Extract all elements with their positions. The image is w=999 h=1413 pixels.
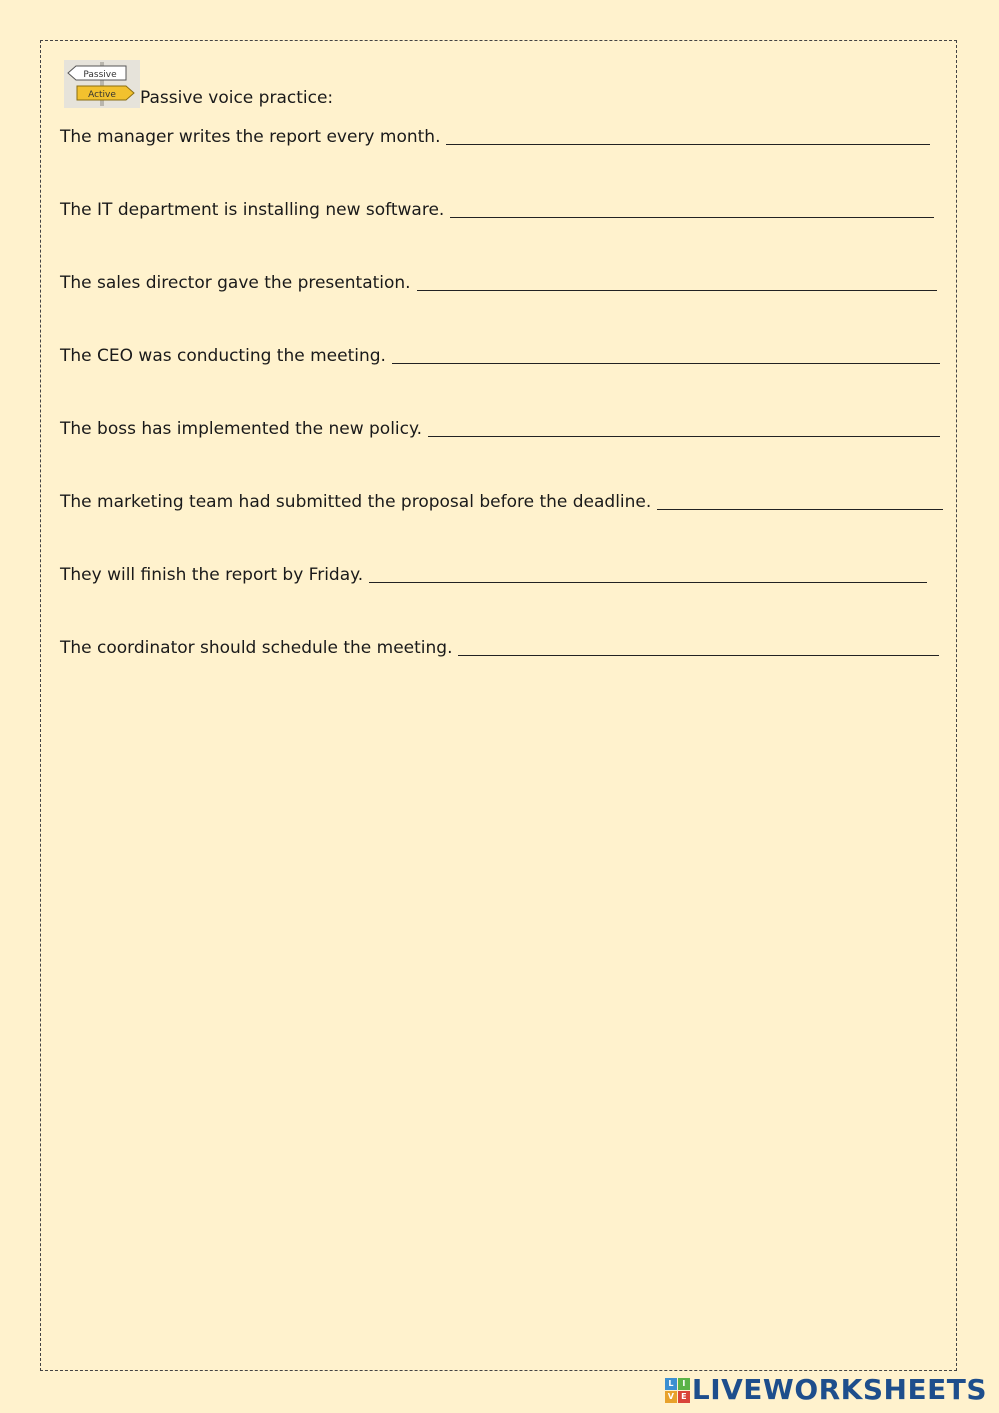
logo-tile: E [678, 1391, 690, 1403]
exercise-sentence: The manager writes the report every month. [60, 127, 441, 147]
exercise-item-8 [60, 637, 940, 710]
exercise-item-1 [60, 126, 940, 199]
logo-tile: V [665, 1391, 677, 1403]
answer-field[interactable] [417, 272, 937, 291]
worksheet-header [64, 60, 333, 108]
passive-active-signpost-icon [64, 60, 140, 108]
exercise-item-4 [60, 345, 940, 418]
exercise-sentence: The boss has implemented the new policy. [60, 419, 423, 439]
answer-field[interactable] [450, 199, 934, 218]
exercise-sentence: The sales director gave the presentation. [60, 273, 411, 293]
exercise-item-5 [60, 418, 940, 491]
logo-tiles-icon [665, 1378, 690, 1403]
exercise-item-2 [60, 199, 940, 272]
exercise-sentence: The CEO was conducting the meeting. [60, 346, 386, 366]
sign-passive-label: Passive [83, 70, 117, 80]
exercise-sentence: The coordinator should schedule the meeting. [60, 638, 453, 658]
logo-brand-text: LIVEWORKSHEETS [691, 1373, 987, 1406]
exercise-sentence: The IT department is installing new software. [60, 200, 445, 220]
exercise-sentence: They will finish the report by Friday. [60, 565, 364, 585]
answer-field[interactable] [458, 637, 939, 656]
answer-field[interactable] [369, 564, 927, 583]
exercise-item-6 [60, 491, 940, 564]
answer-field[interactable] [446, 126, 930, 145]
exercise-item-7 [60, 564, 940, 637]
answer-field[interactable] [392, 345, 940, 364]
exercise-list [60, 126, 940, 710]
exercise-item-3 [60, 272, 940, 345]
logo-tile: I [678, 1378, 690, 1390]
answer-field[interactable] [657, 491, 943, 510]
answer-field[interactable] [428, 418, 940, 437]
exercise-sentence: The marketing team had submitted the proposal before the deadline. [60, 492, 652, 512]
liveworksheets-logo [665, 1373, 987, 1406]
sign-active-label: Active [88, 90, 116, 100]
logo-tile: L [665, 1378, 677, 1390]
worksheet-title: Passive voice practice: [140, 88, 334, 108]
